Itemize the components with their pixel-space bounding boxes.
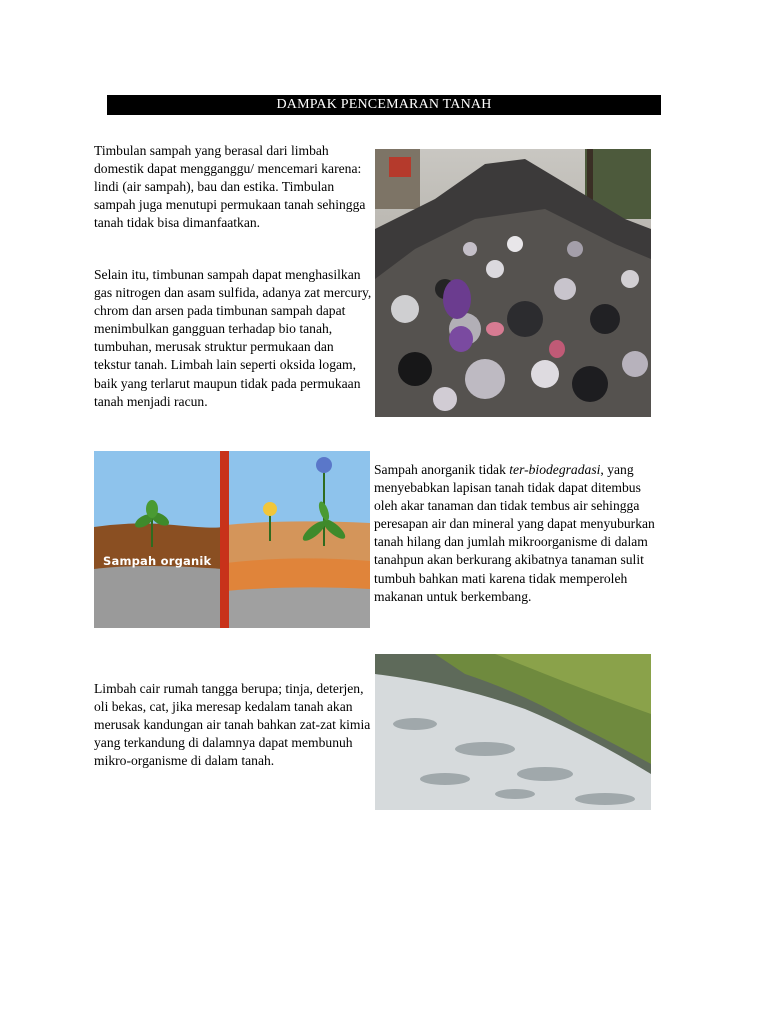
soil-diagram-label: Sampah organik — [103, 554, 212, 568]
soil-comparison-diagram — [94, 451, 370, 628]
page-title: DAMPAK PENCEMARAN TANAH — [107, 95, 661, 115]
polluted-river-photo — [375, 654, 651, 810]
garbage-pile-photo — [375, 149, 651, 417]
paragraph-inorganic-rest: , yang menyebabkan lapisan tanah tidak dapat ditembus oleh akar tanaman dan tidak tembus air sehingga peresapan air dan mineral yang dapat menyuburkan tanah hilang dan jumlah mikroorganisme di dalam tanahpun akan berkurang akibatnya tanaman sulit tumbuh bahkan mati karena tidak memperoleh makanan untuk berkembang. — [374, 462, 655, 604]
paragraph-inorganic-term: ter-biodegradasi — [509, 462, 601, 477]
paragraph-gases-metals: Selain itu, timbunan sampah dapat menghasilkan gas nitrogen dan asam sulfida, adanya zat mercury, chrom dan arsen pada timbunan sampah dapat menimbulkan gangguan terhadap bio tanah, tumbuhan, merusak struktur permukaan dan tekstur tanah. Limbah lain seperti oksida logam, baik yang terlarut maupun tidak pada permukaan tanah menjadi racun. — [94, 267, 372, 409]
paragraph-solid-waste: Timbulan sampah yang berasal dari limbah domestik dapat mengganggu/ mencemari karena: lindi (air sampah), bau dan estika. Timbulan sampah juga menutupi permukaan tanah sehingga tanah tidak bisa dimanfaatkan. — [94, 143, 366, 231]
paragraph-inorganic-lead: Sampah anorganik tidak — [374, 462, 510, 477]
paragraph-liquid-waste: Limbah cair rumah tangga berupa; tinja, deterjen, oli bekas, cat, jika meresap kedalam tanah akan merusak kandungan air tanah bahkan zat-zat kimia yang terkandung di dalamnya dapat membunuh mikro-organisme di dalam tanah. — [94, 681, 371, 769]
paragraph-inorganic-waste — [374, 461, 656, 606]
